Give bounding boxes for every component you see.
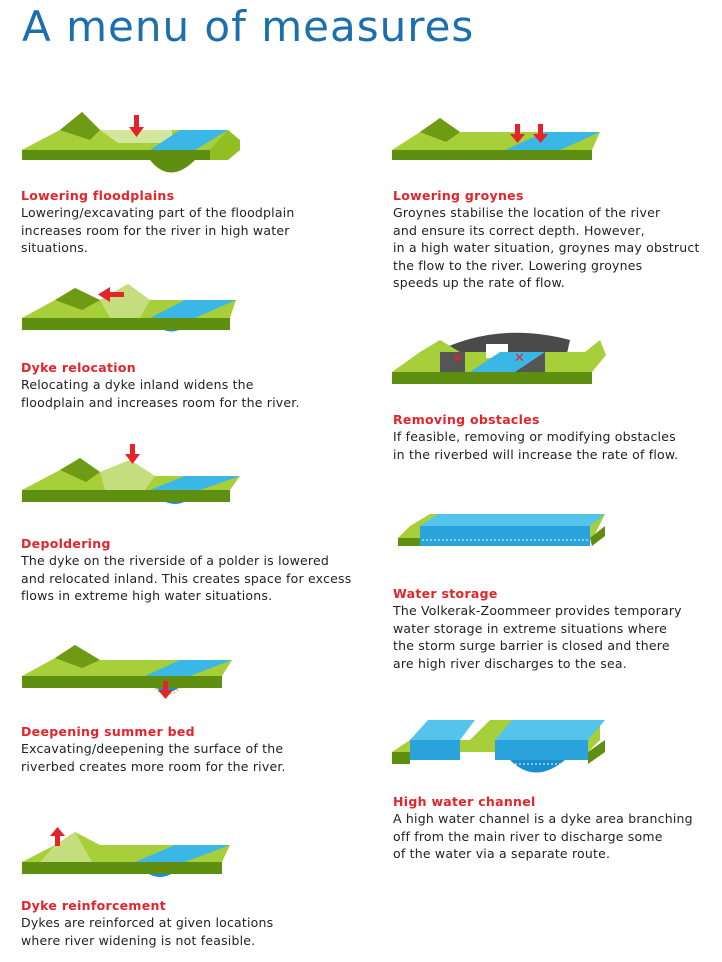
measure-title: Deepening summer bed xyxy=(21,724,195,739)
measure-lowering-groynes xyxy=(393,188,718,292)
measure-title: Dyke relocation xyxy=(21,360,136,375)
measure-high-water-channel xyxy=(393,794,718,863)
measure-description: The Volkerak-Zoommeer provides temporary water storage in extreme situations where the storm surge barrier is closed and there are high river discharges to the sea. xyxy=(393,603,682,671)
removing-obstacles-illustration xyxy=(392,333,606,384)
dyke-reinforcement-illustration xyxy=(22,827,230,877)
measure-title: Water storage xyxy=(393,586,498,601)
depoldering-illustration xyxy=(22,444,240,504)
measure-description: A high water channel is a dyke area branching off from the main river to discharge some of the water via a separate route. xyxy=(393,811,693,861)
water-storage-illustration xyxy=(398,514,605,546)
measure-title: Lowering floodplains xyxy=(21,188,175,203)
measure-description: If feasible, removing or modifying obstacles in the riverbed will increase the rate of flow. xyxy=(393,429,679,462)
measure-description: Excavating/deepening the surface of the riverbed creates more room for the river. xyxy=(21,741,286,774)
measure-title: Lowering groynes xyxy=(393,188,524,203)
dyke-relocation-illustration xyxy=(22,284,236,332)
measure-water-storage xyxy=(393,586,718,672)
svg-text:✕: ✕ xyxy=(452,351,463,366)
page-title: A menu of measures xyxy=(22,2,475,51)
measure-lowering-floodplains xyxy=(21,188,341,257)
measure-description: Relocating a dyke inland widens the floodplain and increases room for the river. xyxy=(21,377,300,410)
high-water-channel-illustration xyxy=(392,720,605,773)
svg-text:✕: ✕ xyxy=(514,351,525,366)
measure-title: High water channel xyxy=(393,794,536,809)
measure-dyke-reinforcement xyxy=(21,898,341,949)
lowering-groynes-illustration xyxy=(392,118,600,160)
measure-dyke-relocation xyxy=(21,360,341,411)
measure-title: Dyke reinforcement xyxy=(21,898,167,913)
measure-deepening-summer-bed xyxy=(21,724,341,775)
measure-description: Groynes stabilise the location of the river and ensure its correct depth. However, in a high water situation, groynes may obstruct the flow to the river. Lowering groynes speeds up the rate of flow. xyxy=(393,205,700,290)
measure-depoldering xyxy=(21,536,371,605)
deepening-summer-bed-illustration xyxy=(22,645,232,699)
measure-removing-obstacles xyxy=(393,412,718,463)
measure-description: Dykes are reinforced at given locations where river widening is not feasible. xyxy=(21,915,274,948)
lowering-floodplains-illustration xyxy=(22,112,240,173)
measure-description: The dyke on the riverside of a polder is lowered and relocated inland. This creates space for excess flows in extreme high water situations. xyxy=(21,553,352,603)
measure-title: Depoldering xyxy=(21,536,111,551)
measure-title: Removing obstacles xyxy=(393,412,540,427)
measure-description: Lowering/excavating part of the floodplain increases room for the river in high water situations. xyxy=(21,205,295,255)
